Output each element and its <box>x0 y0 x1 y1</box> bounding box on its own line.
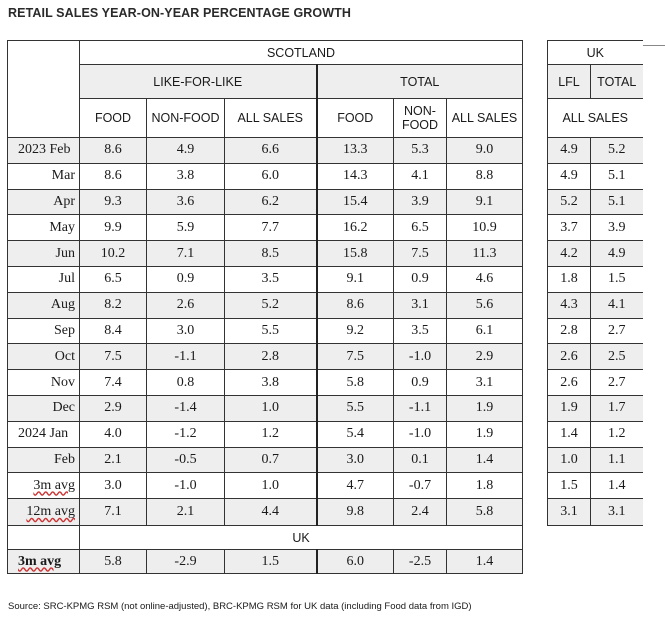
scotland-value-cell: -1.1 <box>394 395 447 421</box>
table-row <box>8 447 523 473</box>
uk-allsales-header: ALL SALES <box>548 99 643 138</box>
scotland-value-cell: 5.5 <box>225 318 317 344</box>
uk-value-cell: 1.0 <box>548 447 591 473</box>
uk-section-heading: UK <box>80 526 523 550</box>
uk-value-cell: 3.1 <box>548 499 591 526</box>
scotland-value-cell: 6.0 <box>225 163 317 189</box>
uk-value-cell: 2.8 <box>548 318 591 344</box>
uk-table-row <box>548 292 643 318</box>
scotland-value-cell: 8.2 <box>80 292 147 318</box>
row-label <box>8 318 80 344</box>
row-label <box>8 163 80 189</box>
scotland-value-cell: 6.1 <box>447 318 523 344</box>
scotland-value-cell: 3.8 <box>225 370 317 396</box>
uk-value-cell: 4.1 <box>591 292 643 318</box>
uk-table-row <box>548 215 643 241</box>
page-title: RETAIL SALES YEAR-ON-YEAR PERCENTAGE GROWTH <box>8 6 351 20</box>
table-row <box>8 241 523 267</box>
scotland-value-cell: 6.6 <box>225 138 317 164</box>
uk-section-value: -2.9 <box>147 550 225 574</box>
scotland-value-cell: -1.0 <box>147 473 225 499</box>
source-note: Source: SRC-KPMG RSM (not online-adjusted), BRC-KPMG RSM for UK data (including Food data from IGD) <box>8 601 472 612</box>
scotland-value-cell: 2.9 <box>80 395 147 421</box>
uk-value-cell: 1.1 <box>591 447 643 473</box>
scotland-value-cell: 2.9 <box>447 344 523 370</box>
scotland-value-cell: 2.1 <box>80 447 147 473</box>
uk-value-cell: 2.7 <box>591 318 643 344</box>
scotland-value-cell: 8.5 <box>225 241 317 267</box>
uk-value-cell: 3.7 <box>548 215 591 241</box>
table-row <box>8 292 523 318</box>
scotland-value-cell: 7.5 <box>394 241 447 267</box>
scotland-value-cell: 9.3 <box>80 189 147 215</box>
lfl-allsales-header: ALL SALES <box>225 99 317 138</box>
scotland-value-cell: 1.0 <box>225 473 317 499</box>
uk-table-row <box>548 370 643 396</box>
table-row <box>8 215 523 241</box>
scotland-value-cell: 2.1 <box>147 499 225 526</box>
uk-value-cell: 1.9 <box>548 395 591 421</box>
scotland-value-cell: 16.2 <box>317 215 394 241</box>
scotland-value-cell: 5.6 <box>447 292 523 318</box>
scotland-value-cell: 2.8 <box>225 344 317 370</box>
scotland-value-cell: 3.0 <box>317 447 394 473</box>
uk-table-row <box>548 447 643 473</box>
uk-value-cell: 2.7 <box>591 370 643 396</box>
total-heading: TOTAL <box>317 65 523 99</box>
scotland-value-cell: 3.8 <box>147 163 225 189</box>
scotland-value-cell: 7.4 <box>80 370 147 396</box>
scotland-value-cell: 1.9 <box>447 421 523 447</box>
row-label-text: 2024 Jan <box>18 426 69 442</box>
table-row <box>8 163 523 189</box>
uk-section-value: -2.5 <box>394 550 447 574</box>
scotland-value-cell: 2.6 <box>147 292 225 318</box>
table-row <box>8 395 523 421</box>
scotland-value-cell: 6.2 <box>225 189 317 215</box>
table-row <box>8 189 523 215</box>
row-label <box>8 473 80 499</box>
table-row <box>8 266 523 292</box>
scotland-value-cell: -1.0 <box>394 344 447 370</box>
scotland-value-cell: 0.7 <box>225 447 317 473</box>
table-row <box>8 344 523 370</box>
scotland-value-cell: 0.9 <box>147 266 225 292</box>
row-label <box>8 241 80 267</box>
scotland-value-cell: 4.9 <box>147 138 225 164</box>
scotland-value-cell: 3.5 <box>394 318 447 344</box>
uk-total-header: TOTAL <box>591 65 643 99</box>
scotland-value-cell: 14.3 <box>317 163 394 189</box>
uk-value-cell: 4.9 <box>591 241 643 267</box>
scotland-value-cell: 3.0 <box>147 318 225 344</box>
scotland-value-cell: 8.4 <box>80 318 147 344</box>
scotland-value-cell: 4.6 <box>447 266 523 292</box>
scotland-value-cell: -1.2 <box>147 421 225 447</box>
row-label-text: Jul <box>58 271 75 287</box>
total-allsales-header: ALL SALES <box>447 99 523 138</box>
uk-value-cell: 1.5 <box>548 473 591 499</box>
uk-value-cell: 5.1 <box>591 189 643 215</box>
scotland-value-cell: 13.3 <box>317 138 394 164</box>
uk-table-row <box>548 344 643 370</box>
scotland-value-cell: 5.4 <box>317 421 394 447</box>
uk-value-cell: 1.2 <box>591 421 643 447</box>
scotland-value-cell: -1.1 <box>147 344 225 370</box>
row-label-text: 2023 Feb <box>18 142 71 158</box>
scotland-value-cell: 5.2 <box>225 292 317 318</box>
uk-table <box>547 40 643 526</box>
uk-table-row <box>548 395 643 421</box>
uk-header-rule <box>643 45 665 46</box>
uk-value-cell: 5.1 <box>591 163 643 189</box>
scotland-value-cell: 9.0 <box>447 138 523 164</box>
uk-value-cell: 1.7 <box>591 395 643 421</box>
table-row <box>8 473 523 499</box>
uk-value-cell: 2.5 <box>591 344 643 370</box>
row-label-text: Aug <box>50 297 75 313</box>
row-label-text: Mar <box>51 168 75 184</box>
uk-value-cell: 3.1 <box>591 499 643 526</box>
row-label <box>8 215 80 241</box>
row-label-text: 3m avg <box>33 477 75 493</box>
uk-value-cell: 1.4 <box>591 473 643 499</box>
scotland-value-cell: 9.8 <box>317 499 394 526</box>
lfl-food-header: FOOD <box>80 99 147 138</box>
scotland-value-cell: 1.2 <box>225 421 317 447</box>
scotland-value-cell: 5.3 <box>394 138 447 164</box>
scotland-value-cell: 9.1 <box>317 266 394 292</box>
scotland-value-cell: 7.1 <box>147 241 225 267</box>
corner-cell <box>8 41 80 138</box>
scotland-value-cell: 7.5 <box>80 344 147 370</box>
scotland-value-cell: -0.5 <box>147 447 225 473</box>
uk-lfl-header: LFL <box>548 65 591 99</box>
row-label-text: Nov <box>50 374 75 390</box>
scotland-value-cell: -1.0 <box>394 421 447 447</box>
row-label <box>8 421 80 447</box>
row-label <box>8 344 80 370</box>
row-label-text: Dec <box>52 400 75 416</box>
scotland-value-cell: 15.8 <box>317 241 394 267</box>
table-row <box>8 499 523 526</box>
scotland-value-cell: 5.5 <box>317 395 394 421</box>
scotland-value-cell: 5.8 <box>317 370 394 396</box>
uk-section-value: 1.4 <box>447 550 523 574</box>
scotland-value-cell: 3.1 <box>394 292 447 318</box>
scotland-value-cell: 4.4 <box>225 499 317 526</box>
uk-table-row <box>548 163 643 189</box>
scotland-value-cell: 2.4 <box>394 499 447 526</box>
scotland-value-cell: 8.6 <box>80 163 147 189</box>
uk-value-cell: 4.2 <box>548 241 591 267</box>
scotland-value-cell: 10.2 <box>80 241 147 267</box>
uk-value-cell: 3.9 <box>591 215 643 241</box>
uk-table-row <box>548 318 643 344</box>
uk-table-row <box>548 473 643 499</box>
uk-value-cell: 1.4 <box>548 421 591 447</box>
scotland-table <box>7 40 523 574</box>
uk-table-row <box>548 421 643 447</box>
lfl-heading: LIKE-FOR-LIKE <box>80 65 317 99</box>
scotland-value-cell: 1.4 <box>447 447 523 473</box>
table-row <box>8 421 523 447</box>
uk-table-row <box>548 138 643 164</box>
row-label <box>8 292 80 318</box>
uk-table-wrap <box>547 40 643 526</box>
scotland-value-cell: 0.8 <box>147 370 225 396</box>
uk-value-cell: 2.6 <box>548 370 591 396</box>
table-row <box>8 370 523 396</box>
uk-value-cell: 4.9 <box>548 163 591 189</box>
scotland-value-cell: 15.4 <box>317 189 394 215</box>
scotland-value-cell: 1.9 <box>447 395 523 421</box>
row-label-text: Jun <box>55 245 75 261</box>
uk-section-label-text: 3m avg <box>18 553 62 569</box>
scotland-value-cell: 9.1 <box>447 189 523 215</box>
scotland-value-cell: 7.7 <box>225 215 317 241</box>
scotland-value-cell: 3.5 <box>225 266 317 292</box>
scotland-value-cell: -1.4 <box>147 395 225 421</box>
uk-section-value: 5.8 <box>80 550 147 574</box>
uk-table-row <box>548 266 643 292</box>
row-label <box>8 370 80 396</box>
uk-value-cell: 5.2 <box>548 189 591 215</box>
scotland-value-cell: 6.5 <box>394 215 447 241</box>
uk-value-cell: 4.3 <box>548 292 591 318</box>
row-label-text: Oct <box>54 348 75 364</box>
row-label <box>8 447 80 473</box>
uk-table-row <box>548 241 643 267</box>
scotland-value-cell: 1.0 <box>225 395 317 421</box>
scotland-value-cell: 4.1 <box>394 163 447 189</box>
row-label-text: 12m avg <box>26 504 75 520</box>
row-label <box>8 189 80 215</box>
scotland-table-wrap <box>7 40 523 574</box>
scotland-value-cell: 9.9 <box>80 215 147 241</box>
total-food-header: FOOD <box>317 99 394 138</box>
uk-value-cell: 4.9 <box>548 138 591 164</box>
row-label-text: Apr <box>53 193 75 209</box>
uk-table-row <box>548 189 643 215</box>
scotland-value-cell: 9.2 <box>317 318 394 344</box>
uk-value-cell: 1.8 <box>548 266 591 292</box>
uk-value-cell: 1.5 <box>591 266 643 292</box>
uk-section-value: 1.5 <box>225 550 317 574</box>
uk-value-cell: 5.2 <box>591 138 643 164</box>
scotland-value-cell: 3.0 <box>80 473 147 499</box>
total-nonfood-header: NON-FOOD <box>394 99 447 138</box>
scotland-value-cell: 7.5 <box>317 344 394 370</box>
scotland-value-cell: 11.3 <box>447 241 523 267</box>
uk-table-row <box>548 499 643 526</box>
scotland-value-cell: 0.9 <box>394 370 447 396</box>
scotland-value-cell: 0.9 <box>394 266 447 292</box>
uk-value-cell: 2.6 <box>548 344 591 370</box>
uk-heading: UK <box>548 41 643 65</box>
row-label-text: Sep <box>54 322 75 338</box>
scotland-heading: SCOTLAND <box>80 41 523 65</box>
row-label-text: May <box>49 219 75 235</box>
scotland-value-cell: 5.9 <box>147 215 225 241</box>
lfl-nonfood-header: NON-FOOD <box>147 99 225 138</box>
row-label <box>8 138 80 164</box>
uk-section-blank <box>8 526 80 550</box>
uk-section-value: 6.0 <box>317 550 394 574</box>
scotland-value-cell: 4.7 <box>317 473 394 499</box>
scotland-value-cell: 8.6 <box>80 138 147 164</box>
scotland-value-cell: 8.6 <box>317 292 394 318</box>
scotland-value-cell: -0.7 <box>394 473 447 499</box>
scotland-value-cell: 3.1 <box>447 370 523 396</box>
scotland-value-cell: 4.0 <box>80 421 147 447</box>
scotland-value-cell: 3.6 <box>147 189 225 215</box>
row-label <box>8 266 80 292</box>
scotland-value-cell: 10.9 <box>447 215 523 241</box>
uk-section-label <box>8 550 80 574</box>
scotland-value-cell: 7.1 <box>80 499 147 526</box>
scotland-value-cell: 5.8 <box>447 499 523 526</box>
scotland-value-cell: 3.9 <box>394 189 447 215</box>
scotland-value-cell: 0.1 <box>394 447 447 473</box>
table-row <box>8 318 523 344</box>
scotland-value-cell: 1.8 <box>447 473 523 499</box>
scotland-value-cell: 6.5 <box>80 266 147 292</box>
row-label <box>8 395 80 421</box>
row-label-text: Feb <box>54 451 75 467</box>
row-label <box>8 499 80 526</box>
scotland-value-cell: 8.8 <box>447 163 523 189</box>
table-row <box>8 138 523 164</box>
